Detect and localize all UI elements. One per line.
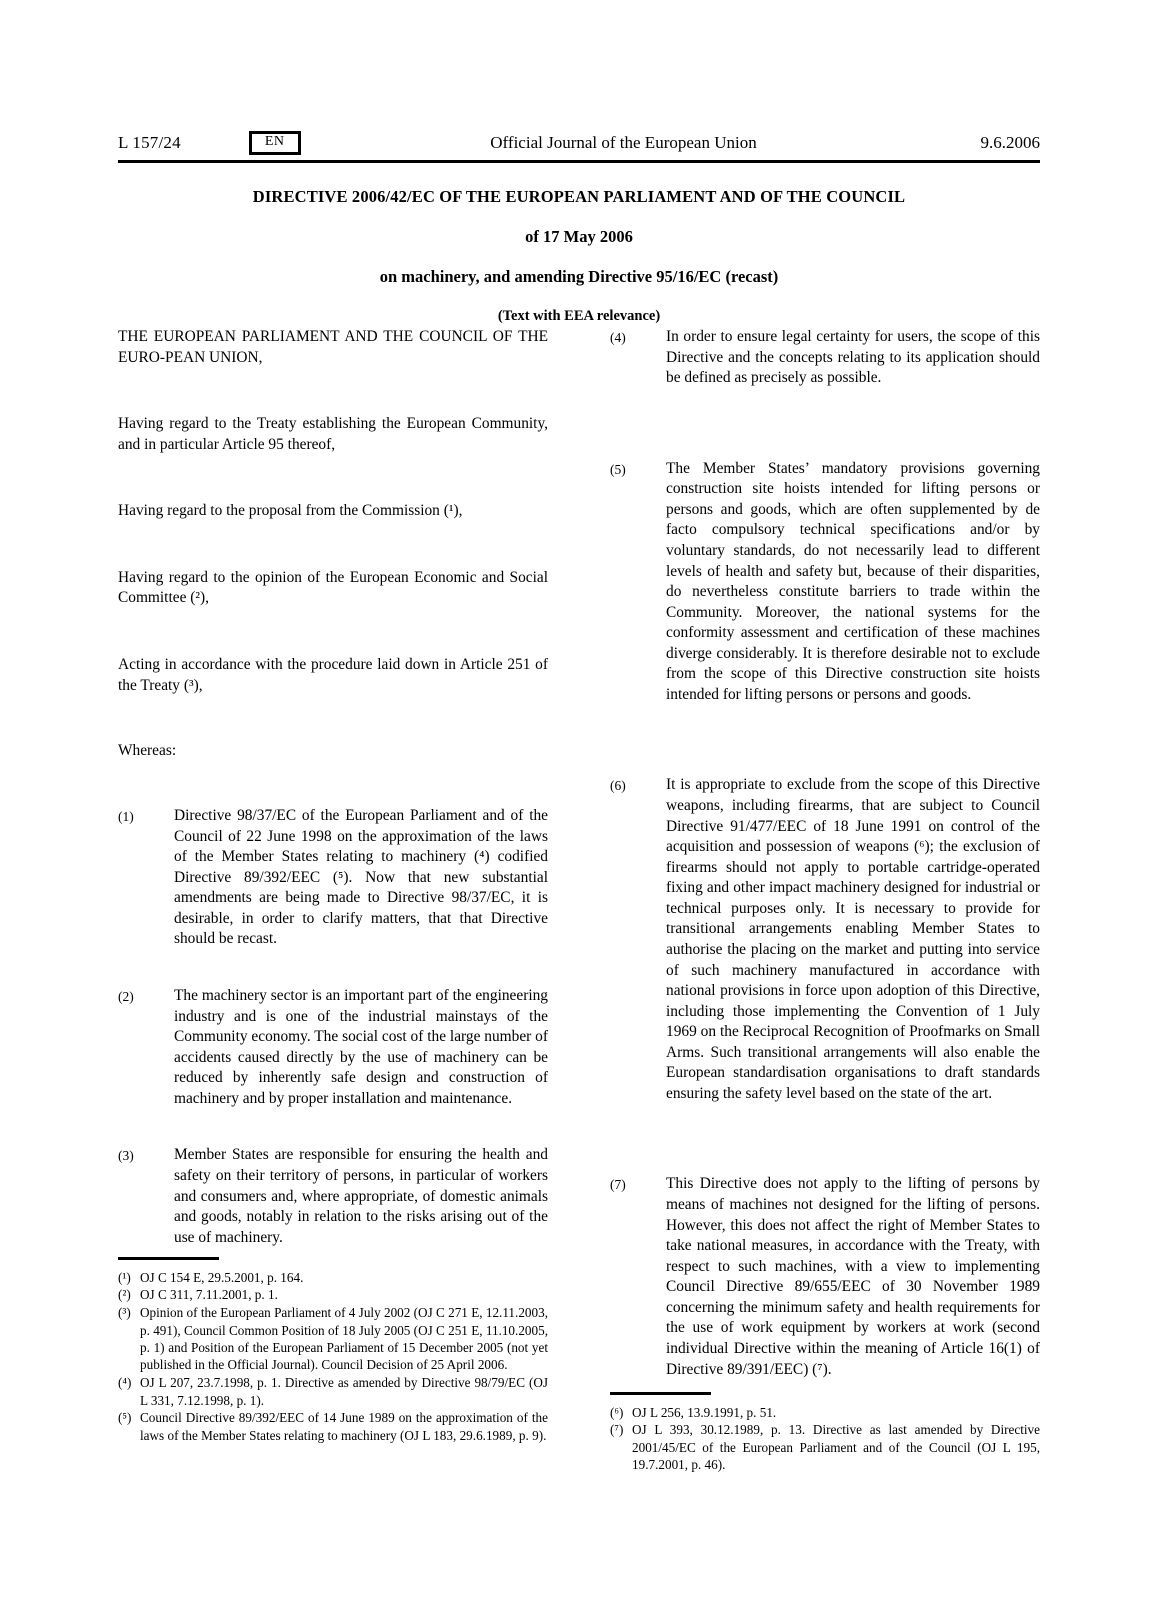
recital-5-text: The Member States’ mandatory provisions governing construction site hoists intended for lifting persons or persons and goods, which are often supplemented by de facto compulsory technical specifications and/or by voluntary standards, do not necessarily lead to different levels of health and safety but, because of their disparities, do nevertheless constitute barriers to trade within the Community. Moreover, the national systems for the conformity assessment and certification of these machines diverge considerably. It is therefore desirable not to exclude from the scope of this Directive construction site hoists intended for lifting persons or persons and goods. [666, 459, 1040, 703]
footnote-4 [118, 1374, 548, 1409]
header-date: 9.6.2006 [980, 133, 1040, 152]
whereas-label: Whereas: [118, 742, 177, 760]
footnote-2 [118, 1286, 548, 1303]
footnote-5 [118, 1409, 548, 1444]
page-header [118, 128, 1040, 158]
footnote-5-text: Council Directive 89/392/EEC of 14 June 1989 on the approximation of the laws of the Member States relating to machinery (OJ L 183, 29.6.1989, p. 9). [140, 1410, 548, 1443]
language-code-badge: EN [249, 131, 301, 155]
recital-5-number: (5) [610, 461, 626, 477]
directive-title: DIRECTIVE 2006/42/EC OF THE EUROPEAN PARLIAMENT AND OF THE COUNCIL [252, 187, 906, 206]
footnote-separator-rule-right [610, 1392, 711, 1395]
citation-commission-proposal: Having regard to the proposal from the Commission (¹), [118, 502, 463, 520]
header-divider-rule [118, 160, 1040, 163]
footnote-4-text: OJ L 207, 23.7.1998, p. 1. Directive as amended by Directive 98/79/EC (OJ L 331, 7.12.1998, p. 1). [140, 1375, 548, 1408]
document-title-block [118, 186, 1040, 325]
recital-4 [610, 327, 1040, 389]
footnote-7-text: OJ L 393, 30.12.1989, p. 13. Directive as last amended by Directive 2001/45/EC of the European Parliament and of the Council (OJ L 195, 19.7.2001, p. 46). [632, 1422, 1040, 1473]
recital-7 [610, 1174, 1040, 1380]
recital-4-number: (4) [610, 330, 626, 345]
eea-relevance-note: (Text with EEA relevance) [497, 308, 661, 325]
footnote-1 [118, 1269, 548, 1286]
recital-6 [610, 775, 1040, 1104]
right-column [610, 327, 1040, 1380]
left-column [118, 327, 548, 1380]
footnote-4-mark: (⁴) [118, 1375, 132, 1391]
recital-4-text: In order to ensure legal certainty for users, the scope of this Directive and the concepts relating to its application should be defined as precisely as possible. [666, 328, 1040, 387]
citation-procedure: Acting in accordance with the procedure laid down in Article 251 of the Treaty (³), [118, 655, 548, 694]
citation-treaty: Having regard to the Treaty establishing the European Community, and in particular Article 95 thereof, [118, 415, 548, 453]
footnote-1-text: OJ C 154 E, 29.5.2001, p. 164. [140, 1269, 304, 1285]
footnote-3 [118, 1304, 548, 1373]
recital-6-number: (6) [610, 778, 626, 794]
footnote-2-text: OJ C 311, 7.11.2001, p. 1. [140, 1287, 278, 1303]
recital-2-text: The machinery sector is an important part of the engineering industry and is one of the industrial mainstays of the Community economy. The social cost of the large number of accidents caused directly by the use of machinery can be reduced by inherently safe design and construction of machinery and by proper installation and maintenance. [174, 987, 548, 1107]
footnote-5-mark: (⁵) [118, 1410, 132, 1426]
footnote-6-text: OJ L 256, 13.9.1991, p. 51. [632, 1404, 777, 1420]
left-column-footnotes [118, 1257, 548, 1445]
footnote-3-text: Opinion of the European Parliament of 4 July 2002 (OJ C 271 E, 12.11.2003, p. 491), Council Common Position of 18 July 2005 (OJ C 251 E, 11.10.2005, p. 1) and Position of the European Parliament of 15 December 2005 (not yet published in the Official Journal). Council Decision of 25 April 2006. [140, 1305, 548, 1373]
right-column-footnotes [610, 1392, 1040, 1474]
recital-3-number: (3) [118, 1148, 134, 1164]
header-publication-title: Official Journal of the European Union [490, 133, 757, 152]
recital-3-text: Member States are responsible for ensuring the health and safety on their territory of persons, in particular of workers and consumers and, where appropriate, of domestic animals and goods, notably in relation to the risks arising out of the use of machinery. [174, 1146, 548, 1246]
footnote-2-mark: (²) [118, 1287, 131, 1303]
recital-5 [610, 459, 1040, 706]
footnote-7 [610, 1421, 1040, 1473]
recital-2-number: (2) [118, 989, 134, 1004]
recital-1 [118, 806, 548, 950]
footnote-separator-rule [118, 1257, 219, 1260]
recital-3 [118, 1145, 548, 1248]
footnote-1-mark: (¹) [118, 1269, 131, 1285]
recital-2 [118, 986, 548, 1109]
footnote-6 [610, 1404, 1040, 1421]
recital-6-text: It is appropriate to exclude from the scope of this Directive weapons, including firearms, that are subject to Council Directive 91/477/EEC of 18 June 1991 on control of the acquisition and possession of weapons (⁶); the exclusion of firearms should not apply to portable cartridge-operated fixing and other impact machinery designed for industrial or technical purposes only. It is necessary to provide for transitional arrangements enabling Member States to authorise the placing on the market and putting into service of such machinery manufactured in accordance with national provisions in force upon adoption of this Directive, including those implementing the Convention of 1 July 1969 on the Reciprocal Recognition of Proofmarks on Small Arms. Such transitional arrangements will also enable the European standardisation organisations to draft standards ensuring the safety level based on the state of the art. [666, 776, 1040, 1102]
footnote-3-mark: (³) [118, 1305, 131, 1321]
header-page-reference: L 157/24 [118, 133, 181, 152]
body-columns [118, 327, 1040, 1380]
directive-subject: on machinery, and amending Directive 95/16/EC (recast) [379, 267, 779, 287]
recital-1-text: Directive 98/37/EC of the European Parliament and of the Council of 22 June 1998 on the approximation of the laws of the Member States relating to machinery (⁴) codified Directive 89/392/EEC (⁵). Now that new substantial amendments are being made to Directive 98/37/EC, it is desirable, in order to clarify matters, that that Directive should be recast. [174, 807, 548, 948]
recital-7-number: (7) [610, 1177, 626, 1193]
footnote-6-mark: (⁶) [610, 1404, 624, 1420]
recital-1-number: (1) [118, 809, 134, 825]
footnote-7-mark: (⁷) [610, 1422, 624, 1438]
citation-eesc-opinion: Having regard to the opinion of the European Economic and Social Committee (²), [118, 568, 548, 607]
directive-date: of 17 May 2006 [525, 227, 633, 247]
institution-line: THE EUROPEAN PARLIAMENT AND THE COUNCIL OF THE EURO-PEAN UNION, [118, 328, 548, 366]
recital-7-text: This Directive does not apply to the lifting of persons by means of machines not designed for the lifting of persons. However, this does not affect the right of Member States to take national measures, in accordance with the Treaty, with respect to such machines, with a view to implementing Council Directive 89/655/EEC of 30 November 1989 concerning the minimum safety and health requirements for the use of work equipment by workers at work (second individual Directive within the meaning of Article 16(1) of Directive 89/391/EEC) (⁷). [666, 1175, 1040, 1378]
